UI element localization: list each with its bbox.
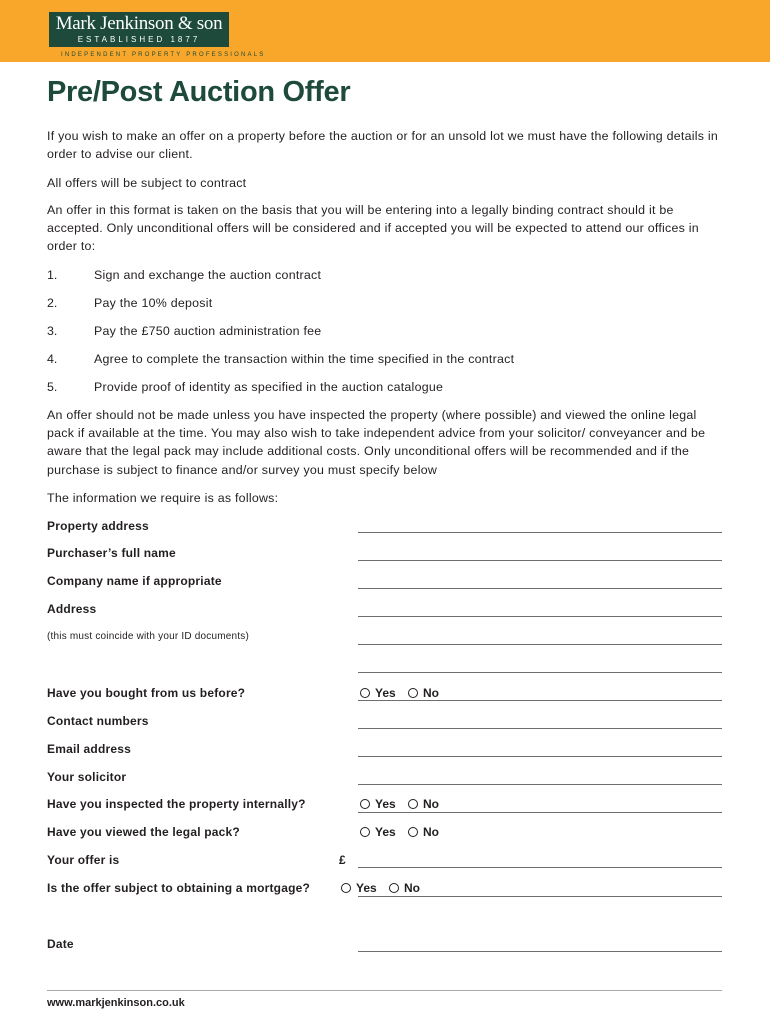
step-text: Agree to complete the transaction within the time specified in the contract: [94, 352, 515, 366]
radio-yes-label: Yes: [356, 881, 377, 895]
subject-to-contract-note: All offers will be subject to contract: [47, 176, 247, 190]
address-label: Address: [47, 602, 97, 616]
address-field-line-3[interactable]: [358, 672, 722, 673]
radio-no-label: No: [423, 797, 439, 811]
radio-yes-label: Yes: [375, 797, 396, 811]
intro-paragraph: If you wish to make an offer on a property before the auction or for an unsold lot we must have the following details in order to advise our client.: [47, 129, 719, 162]
mortgage-label: Is the offer subject to obtaining a mortgage?: [47, 881, 311, 895]
step-number: 2.: [47, 296, 58, 310]
bought-before-line: [358, 700, 722, 701]
legal-pack-yes-radio[interactable]: [360, 824, 396, 840]
radio-circle-icon: [360, 688, 370, 698]
radio-circle-icon: [408, 688, 418, 698]
offer-label: Your offer is: [47, 853, 120, 867]
radio-circle-icon: [341, 883, 351, 893]
purchaser-name-label: Purchaser’s full name: [47, 546, 176, 560]
company-name-field[interactable]: [358, 588, 722, 589]
step-text: Pay the 10% deposit: [94, 296, 213, 310]
radio-yes-label: Yes: [375, 825, 396, 839]
mortgage-no-radio[interactable]: [389, 880, 420, 896]
step-number: 3.: [47, 324, 58, 338]
address-note: (this must coincide with your ID documents): [47, 631, 250, 642]
radio-circle-icon: [360, 827, 370, 837]
advice-paragraph: An offer should not be made unless you have inspected the property (where possible) and viewed the online legal pack if available at the time. You may also wish to take independent advice from your solicitor/ conveyancer and be aware that the legal pack may include additional costs. Only unconditional offers will be recommended and if the purchase is subject to finance and/or survey you must specify below: [47, 408, 706, 477]
logo-name: Mark Jenkinson & son: [55, 13, 223, 34]
step-number: 5.: [47, 380, 58, 394]
bought-before-yes-radio[interactable]: [360, 685, 396, 701]
logo-tagline: INDEPENDENT PROPERTY PROFESSIONALS: [61, 52, 266, 58]
inspected-yes-radio[interactable]: [360, 796, 396, 812]
solicitor-label: Your solicitor: [47, 770, 127, 784]
mortgage-line: [358, 896, 722, 897]
offer-amount-field[interactable]: [358, 867, 722, 868]
inspected-line: [358, 812, 722, 813]
address-field-line-2[interactable]: [358, 644, 722, 645]
contact-numbers-field[interactable]: [358, 728, 722, 729]
email-label: Email address: [47, 742, 131, 756]
logo-established: ESTABLISHED 1877: [77, 35, 201, 44]
bought-before-label: Have you bought from us before?: [47, 686, 246, 700]
radio-circle-icon: [360, 799, 370, 809]
purchaser-name-field[interactable]: [358, 560, 722, 561]
footer-divider: [47, 990, 722, 991]
footer-website-link[interactable]: www.markjenkinson.co.uk: [47, 997, 185, 1009]
inspected-label: Have you inspected the property internally?: [47, 797, 306, 811]
step-number: 4.: [47, 352, 58, 366]
legal-pack-label: Have you viewed the legal pack?: [47, 825, 240, 839]
step-number: 1.: [47, 268, 58, 282]
radio-no-label: No: [423, 686, 439, 700]
email-field[interactable]: [358, 756, 722, 757]
date-field[interactable]: [358, 951, 722, 952]
currency-symbol: £: [339, 853, 346, 867]
radio-circle-icon: [408, 827, 418, 837]
solicitor-field[interactable]: [358, 784, 722, 785]
company-name-label: Company name if appropriate: [47, 574, 222, 588]
step-text: Pay the £750 auction administration fee: [94, 324, 322, 338]
date-label: Date: [47, 937, 74, 951]
property-address-label: Property address: [47, 519, 149, 533]
radio-no-label: No: [404, 881, 420, 895]
company-logo: [49, 12, 229, 47]
radio-circle-icon: [408, 799, 418, 809]
step-text: Sign and exchange the auction contract: [94, 268, 322, 282]
legal-pack-no-radio[interactable]: [408, 824, 439, 840]
radio-yes-label: Yes: [375, 686, 396, 700]
address-field-line-1[interactable]: [358, 616, 722, 617]
mortgage-yes-radio[interactable]: [341, 880, 377, 896]
radio-circle-icon: [389, 883, 399, 893]
bought-before-no-radio[interactable]: [408, 685, 439, 701]
contact-numbers-label: Contact numbers: [47, 714, 149, 728]
page-title: Pre/Post Auction Offer: [47, 76, 351, 108]
contract-basis-paragraph: An offer in this format is taken on the basis that you will be entering into a legally binding contract should it be accepted. Only unconditional offers will be considered and if accepted you will be expected to attend our offices in order to:: [47, 203, 699, 254]
inspected-no-radio[interactable]: [408, 796, 439, 812]
property-address-field[interactable]: [358, 532, 722, 533]
info-intro: The information we require is as follows:: [47, 491, 279, 505]
radio-no-label: No: [423, 825, 439, 839]
step-text: Provide proof of identity as specified in the auction catalogue: [94, 380, 444, 394]
